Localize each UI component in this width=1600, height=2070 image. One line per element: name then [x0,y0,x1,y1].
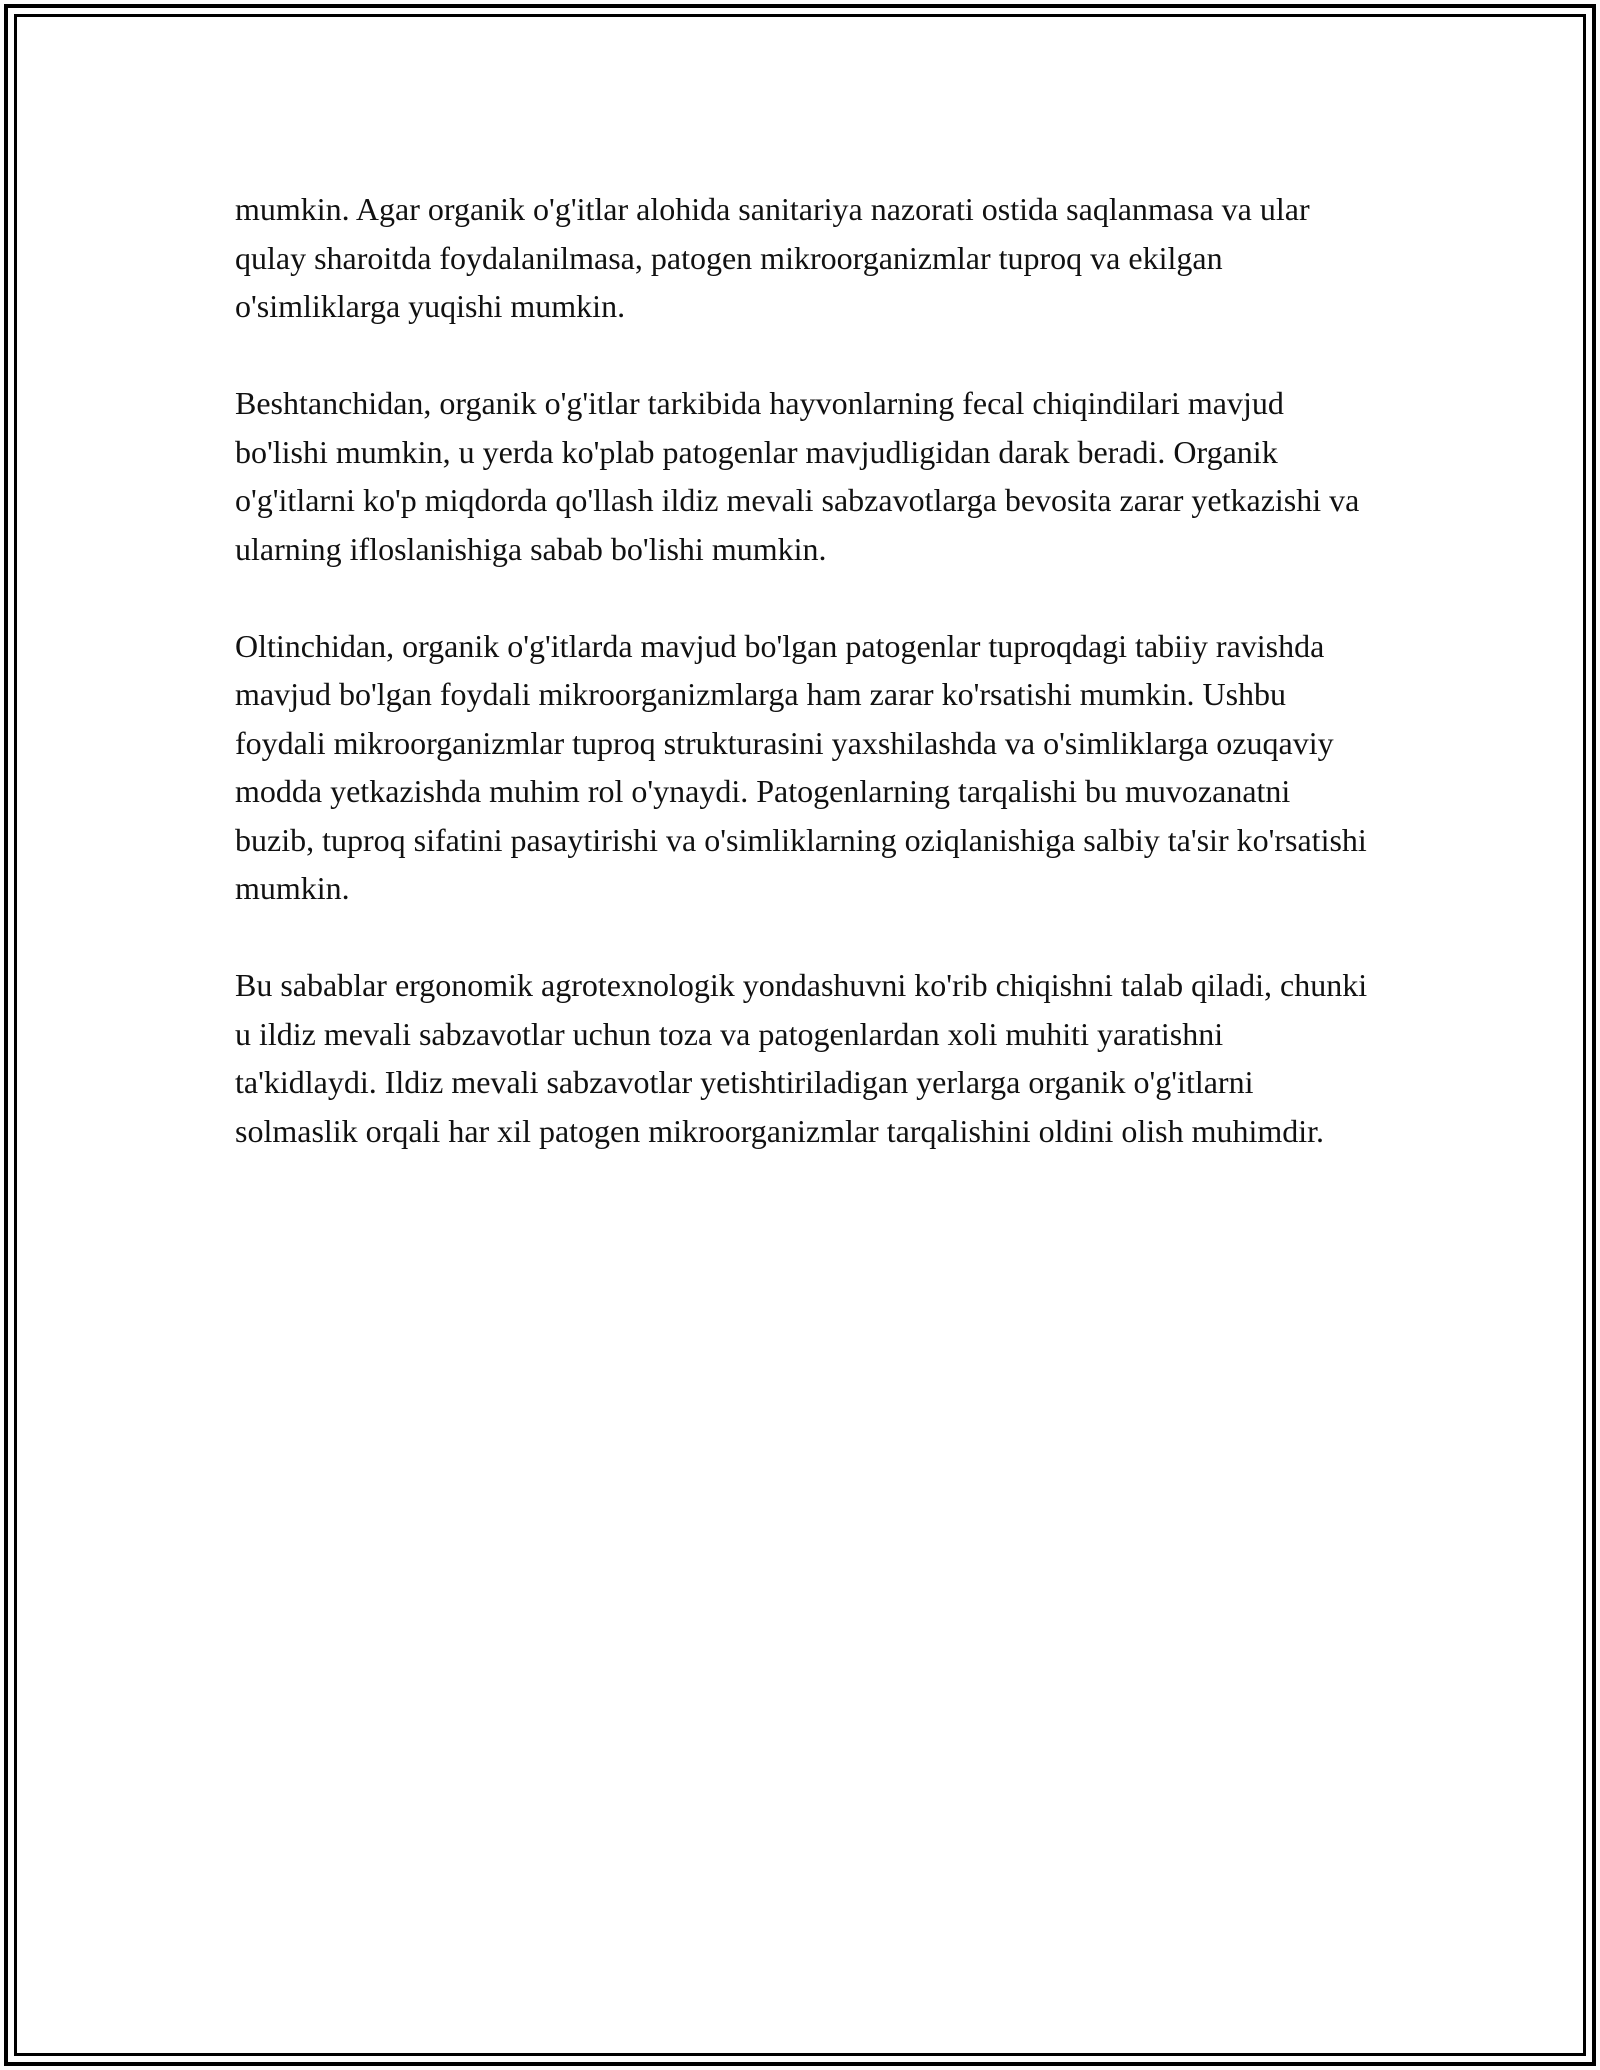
paragraph-3: Oltinchidan, organik o'g'itlarda mavjud bo'lgan patogenlar tuproqdagi tabiiy ravishda mavjud bo'lgan foydali mikroorganizmlarga ham zarar ko'rsatishi mumkin. Ushbu foydali mikroorganizmlar tuproq strukturasini yaxshilashda va o'simliklarga ozuqaviy modda yetkazishda muhim rol o'ynaydi. Patogenlarning tarqalishi bu muvozanatni buzib, tuproq sifatini pasaytirishi va o'simliklarning oziqlanishiga salbiy ta'sir ko'rsatishi mumkin. [235,627,1367,906]
document-body [235,185,1370,1204]
paragraph-2: Beshtanchidan, organik o'g'itlar tarkibida hayvonlarning fecal chiqindilari mavjud bo'lishi mumkin, u yerda ko'plab patogenlar mavjudligidan darak beradi. Organik o'g'itlarni ko'p miqdorda qo'llash ildiz mevali sabzavotlarga bevosita zarar yetkazishi va ularning ifloslanishiga sabab bo'lishi mumkin. [235,385,1360,567]
paragraph-4: Bu sabablar ergonomik agrotexnologik yondashuvni ko'rib chiqishni talab qiladi, chunki u ildiz mevali sabzavotlar uchun toza va patogenlardan xoli muhiti yaratishni ta'kidlaydi. Ildiz mevali sabzavotlar yetishtiriladigan yerlarga organik o'g'itlarni solmaslik orqali har xil patogen mikroorganizmlar tarqalishini oldini olish muhimdir. [235,967,1368,1149]
paragraph-1: mumkin. Agar organik o'g'itlar alohida sanitariya nazorati ostida saqlanmasa va ular qulay sharoitda foydalanilmasa, patogen mikroorganizmlar tuproq va ekilgan o'simliklarga yuqishi mumkin. [235,191,1310,324]
